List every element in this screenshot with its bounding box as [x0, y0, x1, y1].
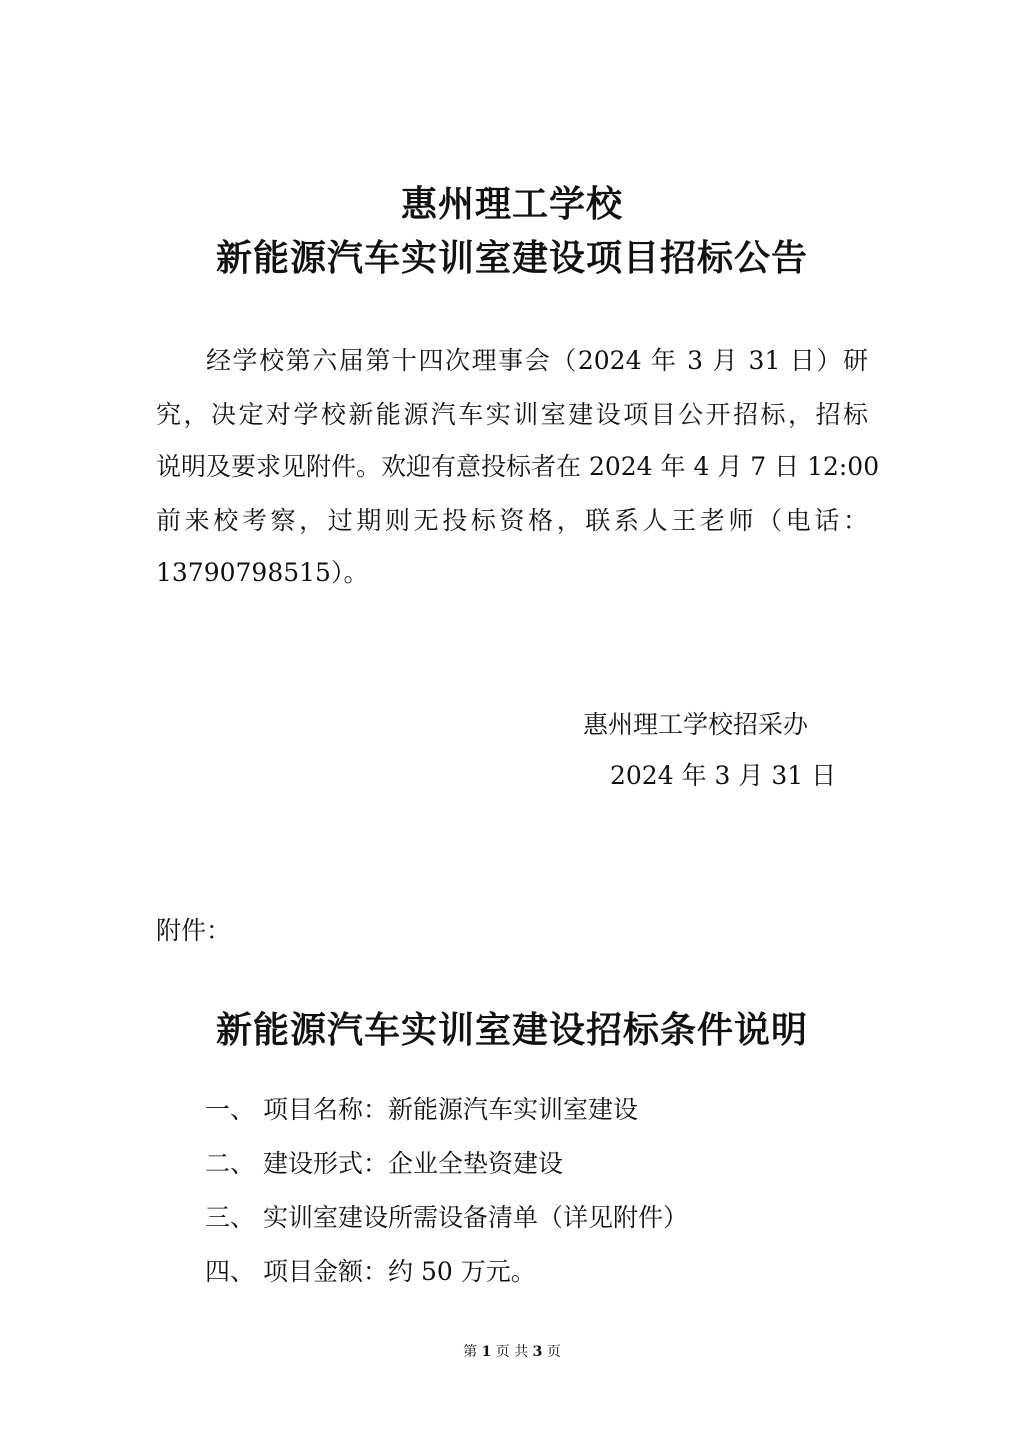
page-footer — [0, 1345, 1024, 1359]
body-line: 经学校第六届第十四次理事会（2024 年 3 月 31 日）研 — [206, 346, 868, 375]
list-item-number: 四、 — [205, 1257, 256, 1286]
list-item — [205, 1205, 688, 1230]
list-item — [205, 1151, 563, 1176]
body-line: 究，决定对学校新能源汽车实训室建设项目公开招标，招标 — [156, 400, 868, 429]
footer-suffix: 页 — [546, 1344, 561, 1360]
footer-page-total: 3 — [532, 1344, 543, 1360]
list-item-number: 三、 — [205, 1203, 256, 1232]
list-item — [205, 1259, 536, 1284]
list-item-number: 一、 — [205, 1095, 256, 1124]
body-line: 前来校考察，过期则无投标资格，联系人王老师（电话： — [156, 506, 868, 535]
document-title-school: 惠州理工学校 — [400, 183, 623, 225]
list-item-text: 建设形式：企业全垫资建设 — [263, 1149, 564, 1178]
list-item-text: 实训室建设所需设备清单（详见附件） — [263, 1203, 689, 1232]
attachment-label: 附件： — [156, 916, 232, 945]
attachment-title: 新能源汽车实训室建设招标条件说明 — [215, 1009, 808, 1051]
signature-date: 2024 年 3 月 31 日 — [610, 761, 837, 790]
list-item — [205, 1097, 638, 1122]
body-line-phone: 13790798515）。 — [156, 558, 369, 587]
footer-middle: 页 共 — [495, 1344, 529, 1360]
body-line: 说明及要求见附件。欢迎有意投标者在 2024 年 4 月 7 日 12:00 — [156, 452, 880, 481]
list-item-number: 二、 — [205, 1149, 256, 1178]
list-item-text: 项目金额：约 50 万元。 — [263, 1257, 536, 1286]
footer-prefix: 第 — [463, 1344, 478, 1360]
document-title-announcement: 新能源汽车实训室建设项目招标公告 — [215, 237, 808, 279]
footer-page-number: 1 — [481, 1344, 492, 1360]
signature-organization: 惠州理工学校招采办 — [583, 710, 809, 739]
list-item-text: 项目名称：新能源汽车实训室建设 — [263, 1095, 639, 1124]
